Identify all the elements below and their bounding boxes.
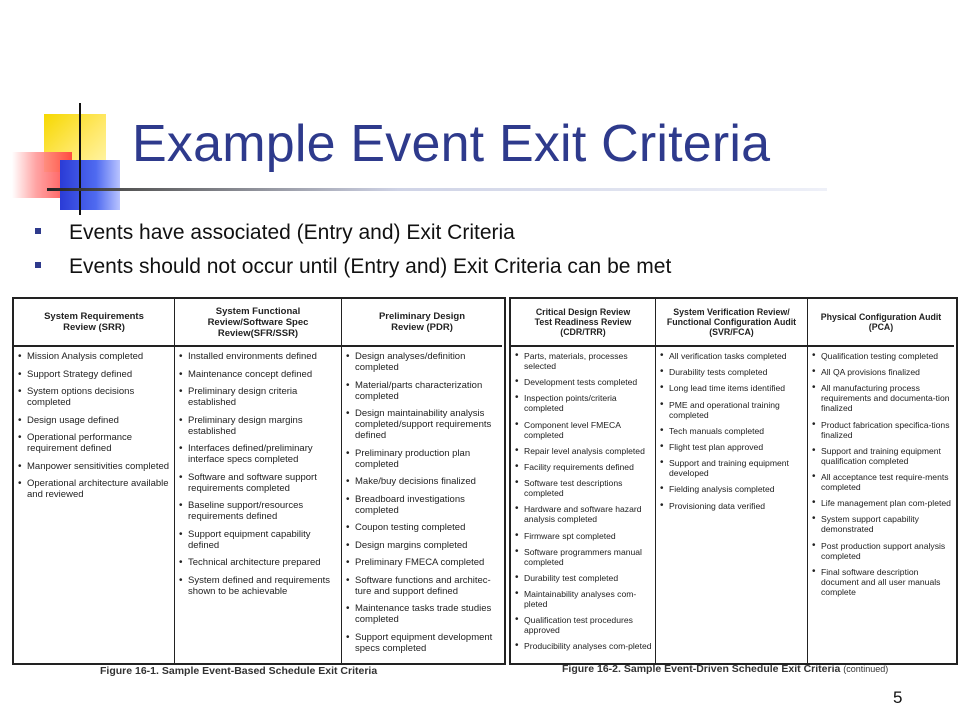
criteria-item [346,351,499,373]
criteria-text: Hardware and software hazard analysis completed [524,504,642,525]
criteria-item [346,380,499,402]
bullet-dot-icon: • [18,351,22,362]
table-column [808,299,954,663]
title-underline [47,188,827,191]
bullet-dot-icon: • [515,350,519,361]
bullet-dot-icon: • [346,408,350,419]
bullet-dot-icon: • [179,414,183,426]
criteria-item [18,432,171,454]
criteria-item [515,589,652,609]
criteria-item [660,367,804,377]
criteria-item [812,383,951,413]
bullet-dot-icon: • [179,351,183,362]
criteria-item [515,351,652,371]
figure-caption-2 [562,663,888,675]
criteria-item [660,484,804,494]
criteria-item [179,386,338,408]
criteria-text: Design maintainability analysis completed/support requirements defined [355,408,492,441]
criteria-text: Post production support analysis completed [821,540,946,561]
figure-caption-1: Figure 16-1. Sample Event-Based Schedule Exit Criteria [100,665,378,677]
criteria-item [812,472,951,492]
bullet-dot-icon: • [515,392,519,404]
criteria-text: Producibility analyses com-pleted [524,641,652,652]
criteria-item [346,448,499,470]
criteria-text: All manufacturing process requirements and documenta-tion finalized [821,383,950,414]
bullet-dot-icon: • [346,603,350,614]
bullet-dot-icon: • [812,444,816,456]
criteria-text: Preliminary design criteria established [188,386,298,408]
criteria-text: Design usage defined [27,414,119,426]
criteria-item [346,494,499,516]
bullet-dot-icon: • [18,368,22,380]
criteria-item [179,575,338,597]
bullet-dot-icon: • [179,574,183,586]
bullet-dot-icon: • [179,557,183,568]
bullet-dot-icon: • [515,460,519,472]
bullet-dot-icon: • [660,483,664,495]
bullet-dot-icon: • [179,471,183,483]
table-column [342,299,502,663]
bullet-dot-icon: • [660,457,664,469]
bullet-dot-icon: • [812,382,816,394]
criteria-item [812,567,951,597]
criteria-text: PME and operational training completed [669,399,780,420]
bullet-dot-icon: • [515,545,519,557]
criteria-text: Operational architecture available and reviewed [27,478,169,500]
criteria-text: System support capability demonstrated [821,514,919,535]
criteria-item [660,351,804,361]
criteria-text: Support equipment development specs completed [355,631,493,654]
bullet-marker [35,262,41,268]
criteria-item [346,603,499,625]
criteria-item [18,386,171,408]
criteria-item [346,632,499,654]
table-column [511,299,656,663]
criteria-item [18,369,171,380]
criteria-item [812,498,951,508]
criteria-item [660,400,804,420]
criteria-text: Interfaces defined/preliminary interface specs completed [188,443,313,465]
criteria-text: Design analyses/definition completed [355,351,466,373]
criteria-item [812,514,951,534]
bullet-dot-icon: • [515,503,519,515]
bullet-dot-icon: • [18,460,22,472]
exit-criteria-table-1 [12,297,506,665]
column-header: Critical Design Review Test Readiness Review (CDR/TRR) [511,299,655,347]
bullet-text: Events should not occur until (Entry and) Exit Criteria can be met [69,255,672,278]
bullet-dot-icon: • [515,588,519,600]
criteria-item [515,573,652,583]
criteria-item [18,415,171,426]
criteria-text: Manpower sensitivities completed [27,460,170,472]
bullet-dot-icon: • [179,528,183,540]
criteria-item [18,351,171,362]
criteria-item [812,446,951,466]
bullet-dot-icon: • [18,386,22,397]
criteria-item [179,351,338,362]
criteria-text: Coupon testing completed [355,522,466,533]
bullet-dot-icon: • [660,398,664,410]
bullet-text: Events have associated (Entry and) Exit Criteria [69,221,515,244]
bullet-dot-icon: • [515,571,519,583]
criteria-item [812,351,951,361]
criteria-item [18,478,171,500]
criteria-text: Component level FMECA completed [524,419,621,440]
bullet-item [35,221,515,245]
criteria-text: System defined and requirements shown to be achievable [188,574,331,597]
criteria-text: Installed environments defined [188,351,317,362]
bullet-dot-icon: • [812,470,816,482]
criteria-text: All verification tasks completed [669,351,787,361]
criteria-text: Software programmers manual completed [524,546,642,567]
criteria-item [179,500,338,522]
figure-caption-2-text: Figure 16-2. Sample Event-Driven Schedule Exit Criteria [562,663,841,675]
criteria-item [660,458,804,478]
criteria-text: Design margins completed [355,539,468,551]
criteria-item [346,540,499,551]
bullet-dot-icon: • [660,424,664,436]
column-body [808,347,954,603]
bullet-dot-icon: • [660,350,664,361]
criteria-text: Qualification testing completed [821,351,939,361]
column-header: System Functional Review/Software Spec Review(SFR/SSR) [175,299,341,347]
bullet-dot-icon: • [812,350,816,361]
bullet-dot-icon: • [346,379,350,391]
column-body [511,347,655,658]
criteria-text: Support Strategy defined [27,368,133,380]
bullet-dot-icon: • [346,476,350,487]
criteria-item [515,615,652,635]
bullet-dot-icon: • [18,432,22,443]
criteria-text: Development tests completed [524,377,638,388]
criteria-item [346,476,499,487]
slide-title: Example Event Exit Criteria [132,115,771,173]
decor-vertical-line [79,103,81,215]
bullet-dot-icon: • [179,368,183,380]
criteria-text: Qualification test procedures approved [524,615,633,636]
criteria-item [179,472,338,494]
criteria-text: Provisioning data verified [669,500,766,511]
criteria-text: Software functions and architec-ture and support defined [355,574,491,597]
column-body [14,347,174,507]
criteria-item [660,426,804,436]
criteria-text: Repair level analysis completed [524,445,645,456]
criteria-text: Mission Analysis completed [27,351,144,362]
decor-blue-square [60,160,120,210]
criteria-item [346,408,499,441]
bullet-marker [35,228,41,234]
criteria-text: Fielding analysis completed [669,484,775,495]
bullet-dot-icon: • [346,522,350,533]
bullet-dot-icon: • [179,443,183,454]
criteria-text: Baseline support/resources requirements defined [188,500,304,522]
criteria-item [812,541,951,561]
bullet-dot-icon: • [18,478,22,489]
criteria-text: Durability test completed [524,572,619,583]
bullet-dot-icon: • [346,539,350,551]
criteria-text: Product fabrication specifica-tions finalized [821,419,950,440]
page-number: 5 [893,688,903,707]
criteria-text: Technical architecture prepared [188,557,321,568]
bullet-dot-icon: • [812,497,816,509]
criteria-item [515,420,652,440]
criteria-text: Preliminary production plan completed [355,447,471,470]
criteria-item [346,575,499,597]
bullet-dot-icon: • [812,539,816,551]
column-body [656,347,807,517]
bullet-dot-icon: • [812,513,816,525]
bullet-dot-icon: • [515,418,519,430]
bullet-dot-icon: • [346,574,350,586]
criteria-text: Breadboard investigations completed [355,493,465,516]
criteria-item [179,369,338,380]
criteria-item [346,522,499,533]
bullet-dot-icon: • [179,500,183,511]
exit-criteria-table-2 [509,297,958,665]
criteria-item [660,501,804,511]
criteria-item [660,383,804,393]
bullet-dot-icon: • [346,631,350,643]
criteria-item [515,641,652,651]
criteria-item [179,557,338,568]
criteria-item [18,461,171,472]
criteria-text: Life management plan com-pleted [821,498,951,509]
criteria-text: Operational performance requirement defined [27,432,133,454]
bullet-dot-icon: • [515,376,519,388]
criteria-text: Firmware spt completed [524,530,616,541]
criteria-text: Maintainability analyses com-pleted [524,589,637,610]
criteria-text: Support equipment capability defined [188,528,311,551]
criteria-text: Long lead time items identified [669,383,786,394]
bullet-dot-icon: • [346,351,350,362]
figure-caption-2-suffix: (continued) [843,664,889,674]
table-column [14,299,175,663]
bullet-dot-icon: • [812,418,816,430]
criteria-text: Software and software support requirements completed [188,471,317,494]
criteria-text: Software test descriptions completed [524,478,623,499]
bullet-dot-icon: • [660,440,664,452]
criteria-item [515,446,652,456]
criteria-text: All QA provisions finalized [821,367,920,378]
criteria-item [515,504,652,524]
criteria-text: Facility requirements defined [524,461,634,472]
bullet-dot-icon: • [812,565,816,577]
criteria-text: Parts, materials, processes selected [524,351,628,371]
criteria-item [812,367,951,377]
bullet-dot-icon: • [812,366,816,378]
criteria-item [515,547,652,567]
bullet-dot-icon: • [515,444,519,456]
criteria-item [346,557,499,568]
criteria-item [179,529,338,551]
criteria-text: Final software description document and all user manuals complete [821,566,941,597]
criteria-text: System options decisions completed [27,386,135,408]
criteria-item [660,442,804,452]
bullet-dot-icon: • [515,477,519,489]
criteria-item [515,478,652,498]
table-column [175,299,342,663]
table-column [656,299,808,663]
criteria-item [179,443,338,465]
criteria-text: Support and training equipment qualification completed [821,445,941,466]
criteria-text: Make/buy decisions finalized [355,476,476,487]
column-body [342,347,502,660]
bullet-dot-icon: • [18,414,22,426]
bullet-dot-icon: • [660,382,664,394]
criteria-item [515,531,652,541]
column-header: System Requirements Review (SRR) [14,299,174,347]
criteria-text: Flight test plan approved [669,441,764,452]
bullet-dot-icon: • [515,529,519,541]
criteria-text: All acceptance test require-ments completed [821,471,949,492]
bullet-dot-icon: • [515,614,519,626]
bullet-dot-icon: • [346,557,350,568]
criteria-text: Maintenance tasks trade studies completed [355,603,492,625]
criteria-text: Support and training equipment developed [669,458,789,479]
criteria-item [515,377,652,387]
criteria-item [515,393,652,413]
column-body [175,347,341,603]
criteria-text: Preliminary FMECA completed [355,557,485,568]
criteria-text: Inspection points/criteria completed [524,393,617,414]
criteria-text: Preliminary design margins established [188,414,303,437]
bullet-item [35,255,671,279]
criteria-item [812,420,951,440]
bullet-dot-icon: • [660,499,664,511]
column-header: Preliminary Design Review (PDR) [342,299,502,347]
criteria-item [179,415,338,437]
column-header: System Verification Review/ Functional Configuration Audit (SVR/FCA) [656,299,807,347]
bullet-dot-icon: • [346,447,350,459]
bullet-dot-icon: • [660,366,664,378]
criteria-item [515,462,652,472]
criteria-text: Material/parts characterization completed [355,379,483,402]
bullet-dot-icon: • [346,493,350,505]
criteria-text: Durability tests completed [669,367,768,378]
column-header: Physical Configuration Audit (PCA) [808,299,954,347]
bullet-dot-icon: • [515,640,519,652]
criteria-text: Maintenance concept defined [188,368,313,380]
bullet-dot-icon: • [179,386,183,397]
criteria-text: Tech manuals completed [669,425,765,436]
